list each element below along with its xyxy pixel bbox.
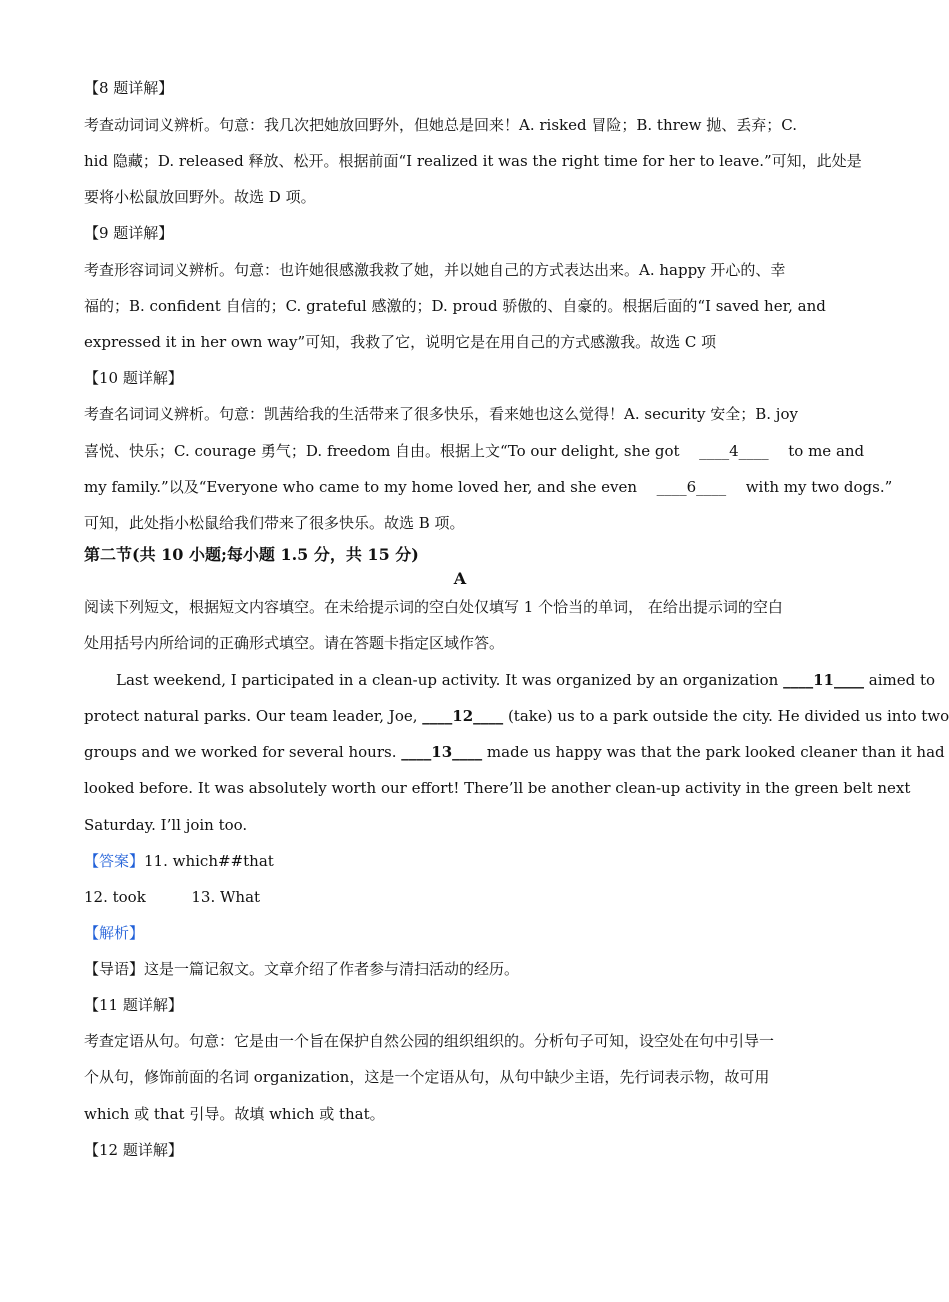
blank-13: ____13____ bbox=[401, 743, 483, 761]
section-title: 第二节(共 10 小题;每小题 1.5 分，共 15 分) bbox=[84, 545, 419, 564]
q9-text-line-3: expressed it in her own way”可知，我救了它，说明它是在用自己的方式感激我。故选 C 项 bbox=[84, 333, 717, 351]
answer-line bbox=[84, 851, 274, 871]
answer-line-2 bbox=[84, 887, 260, 907]
instruction-line-2: 处用括号内所给词的正确形式填空。请在答题卡指定区域作答。 bbox=[84, 634, 505, 652]
blank-12: ____12____ bbox=[422, 707, 504, 725]
answer-12: 12. took bbox=[84, 888, 146, 906]
q8-text-line-1: 考查动词词义辨析。句意：我几次把她放回野外，但她总是回来！A. risked 冒险；B. threw 抛、丢弃；C. bbox=[84, 116, 797, 134]
passage-line-3-end: made us happy was that the park looked cleaner than it had bbox=[486, 743, 945, 761]
q8-text-line-3: 要将小松鼠放回野外。故选 D 项。 bbox=[84, 188, 316, 206]
passage-line-5: Saturday. I’ll join too. bbox=[84, 816, 248, 834]
passage-line-1-start: Last weekend, I participated in a clean-up activity. It was organized by an organization bbox=[116, 671, 779, 689]
blank-6: ____6____ bbox=[656, 478, 727, 496]
passage-line-2 bbox=[84, 706, 949, 726]
q11-text-line-2: 个从句，修饰前面的名词 organization，这是一个定语从句，从句中缺少主语，先行词表示物，故可用 bbox=[84, 1068, 770, 1086]
q8-heading: 【8 题详解】 bbox=[84, 79, 174, 97]
q9-text-line-1: 考查形容词词义辨析。句意：也许她很感激我救了她，并以她自己的方式表达出来。A. happy 开心的、幸 bbox=[84, 261, 786, 279]
q9-heading: 【9 题详解】 bbox=[84, 224, 174, 242]
guide-text: 【导语】这是一篇记叙文。文章介绍了作者参与清扫活动的经历。 bbox=[84, 960, 520, 978]
answer-tag: 【答案】 bbox=[84, 852, 145, 870]
q10-text-line-2 bbox=[84, 441, 864, 461]
passage-line-2-start: protect natural parks. Our team leader, Joe, bbox=[84, 707, 418, 725]
q11-text-line-3: which 或 that 引导。故填 which 或 that。 bbox=[84, 1105, 385, 1123]
q12-heading: 【12 题详解】 bbox=[84, 1141, 183, 1159]
passage-line-2-end: (take) us to a park outside the city. He divided us into two bbox=[507, 707, 949, 725]
q9-text-line-2: 福的；B. confident 自信的；C. grateful 感激的；D. proud 骄傲的、自豪的。根据后面的“I saved her, and bbox=[84, 297, 826, 315]
analysis-tag: 【解析】 bbox=[84, 924, 145, 942]
q11-text-line-1: 考查定语从句。句意：它是由一个旨在保护自然公园的组织组织的。分析句子可知，设空处在句中引导一 bbox=[84, 1032, 775, 1050]
passage-line-3 bbox=[84, 742, 945, 762]
passage-line-4: looked before. It was absolutely worth our effort! There’ll be another clean-up activity in the green belt next bbox=[84, 779, 911, 797]
q10-heading: 【10 题详解】 bbox=[84, 369, 183, 387]
q10-text-line-3 bbox=[84, 477, 892, 497]
q10-line-3-start: my family.”以及“Everyone who came to my home loved her, and she even bbox=[84, 478, 638, 496]
blank-4: ____4____ bbox=[699, 442, 769, 460]
passage-line-1 bbox=[116, 670, 935, 690]
q10-text-line-1: 考查名词词义辨析。句意：凯茜给我的生活带来了很多快乐，看来她也这么觉得！A. security 安全；B. joy bbox=[84, 405, 798, 423]
q10-text-line-4: 可知，此处指小松鼠给我们带来了很多快乐。故选 B 项。 bbox=[84, 514, 465, 532]
passage-letter: A bbox=[453, 569, 467, 588]
q8-text-line-2: hid 隐藏；D. released 释放、松开。根据前面“I realized it was the right time for her to leave.”可知，此处是 bbox=[84, 152, 862, 170]
passage-line-3-start: groups and we worked for several hours. bbox=[84, 743, 397, 761]
q10-line-2-end: to me and bbox=[788, 442, 865, 460]
q10-line-3-end: with my two dogs.” bbox=[745, 478, 893, 496]
answer-11: 11. which##that bbox=[144, 852, 274, 870]
blank-11: ____11____ bbox=[783, 671, 864, 689]
q10-line-2-start: 喜悦、快乐；C. courage 勇气；D. freedom 自由。根据上文“To our delight, she got bbox=[84, 442, 680, 460]
passage-line-1-end: aimed to bbox=[868, 671, 936, 689]
answer-13: 13. What bbox=[191, 888, 261, 906]
instruction-line-1: 阅读下列短文，根据短文内容填空。在未给提示词的空白处仅填写 1 个恰当的单词， 在给出提示词的空白 bbox=[84, 598, 783, 616]
q11-heading: 【11 题详解】 bbox=[84, 996, 183, 1014]
